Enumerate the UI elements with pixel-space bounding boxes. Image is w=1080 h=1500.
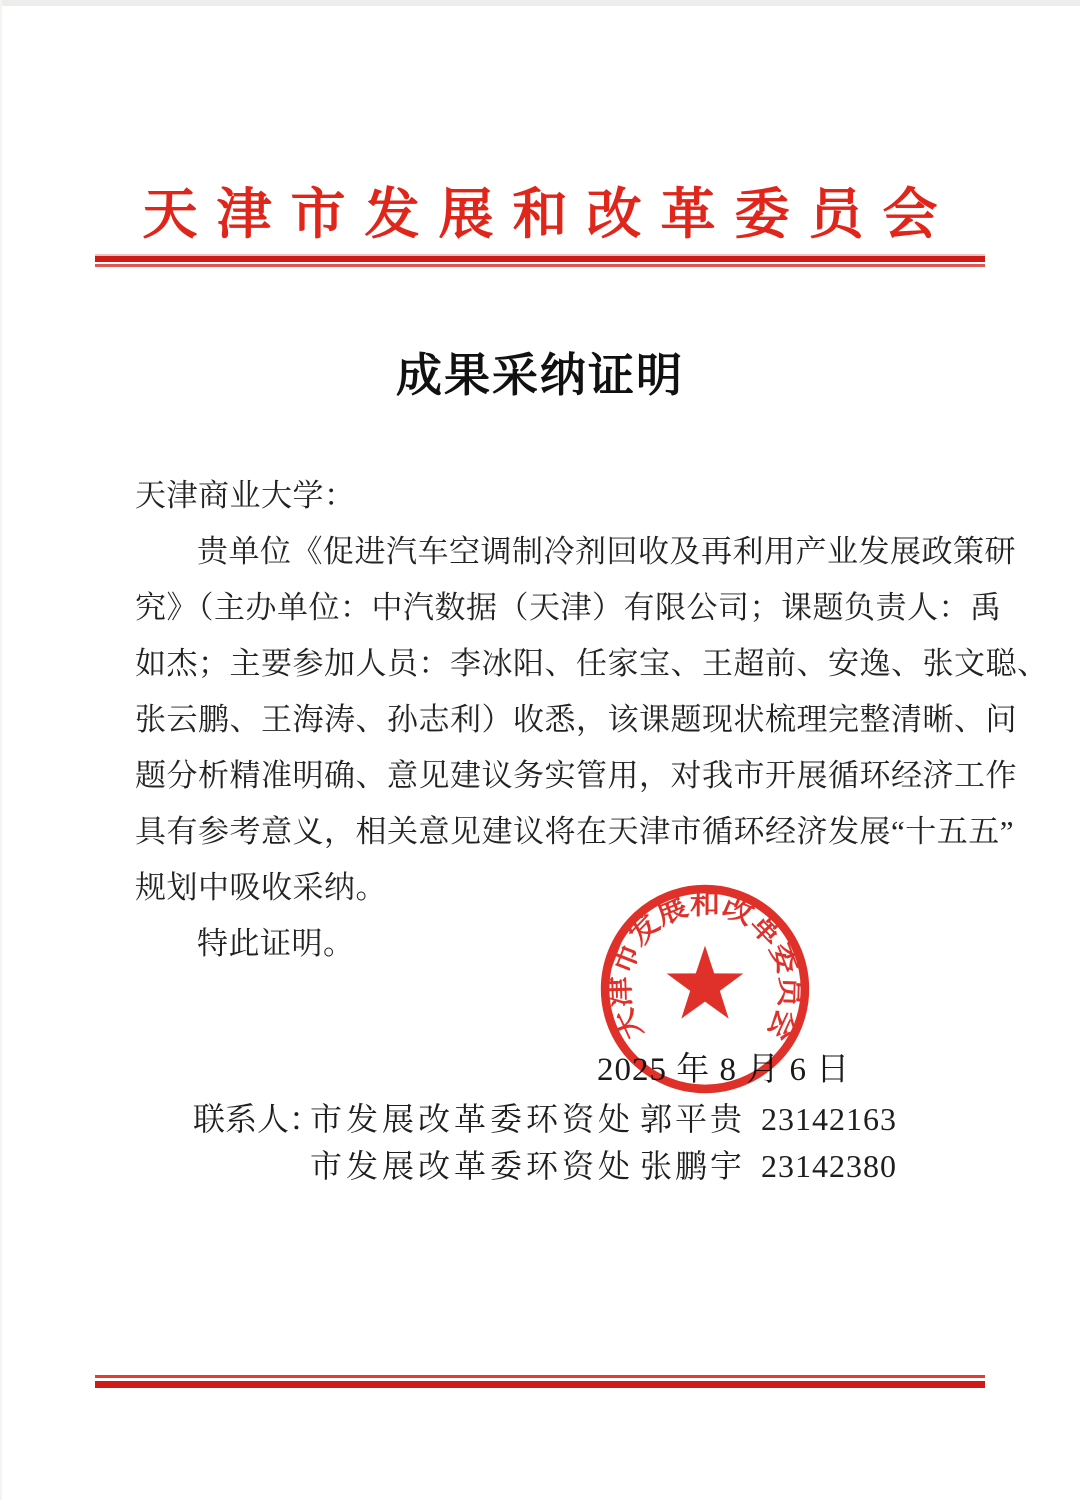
official-seal xyxy=(594,878,816,1100)
body-line: 贵单位《促进汽车空调制冷剂回收及再利用产业发展政策研 xyxy=(197,534,1016,569)
contact-label: 联系人： xyxy=(193,1101,322,1137)
document-title: 成果采纳证明 xyxy=(396,350,684,401)
seal-star xyxy=(667,946,744,1019)
contact-phone: 23142163 xyxy=(761,1101,898,1137)
contact-phone: 23142380 xyxy=(761,1148,898,1184)
salutation-line: 天津商业大学： xyxy=(135,478,356,513)
body-line: 具有参考意义，相关意见建议将在天津市循环经济发展“十五五” xyxy=(135,814,1015,849)
contact-name: 郭平贵 xyxy=(640,1101,746,1137)
header-rule xyxy=(95,254,985,267)
seal-text: 天津市发展和改革委员会 xyxy=(601,886,809,1046)
contact-block xyxy=(193,1096,897,1190)
document-body xyxy=(135,468,1049,972)
body-line: 如杰；主要参加人员：李冰阳、任家宝、王超前、安逸、张文聪、 xyxy=(135,646,1049,681)
contact-row xyxy=(193,1096,897,1143)
body-line: 究》（主办单位：中汽数据（天津）有限公司；课题负责人：禹 xyxy=(135,590,1002,625)
footer-rule xyxy=(95,1375,985,1388)
issue-date: 2025 年 8 月 6 日 xyxy=(597,1052,851,1088)
contact-row xyxy=(193,1143,897,1190)
contact-office: 市发展改革委环资处 xyxy=(310,1101,635,1137)
issuing-org-title: 天津市发展和改革委员会 xyxy=(142,184,957,245)
closing-line: 特此证明。 xyxy=(197,926,355,961)
contact-name: 张鹏宇 xyxy=(640,1148,746,1184)
scan-edge-top xyxy=(0,0,1080,6)
contact-office: 市发展改革委环资处 xyxy=(310,1148,635,1184)
body-line: 题分析精准明确、意见建议务实管用，对我市开展循环经济工作 xyxy=(135,758,1017,793)
body-line: 规划中吸收采纳。 xyxy=(135,870,387,905)
body-line: 张云鹏、王海涛、孙志利）收悉，该课题现状梳理完整清晰、问 xyxy=(135,702,1017,737)
